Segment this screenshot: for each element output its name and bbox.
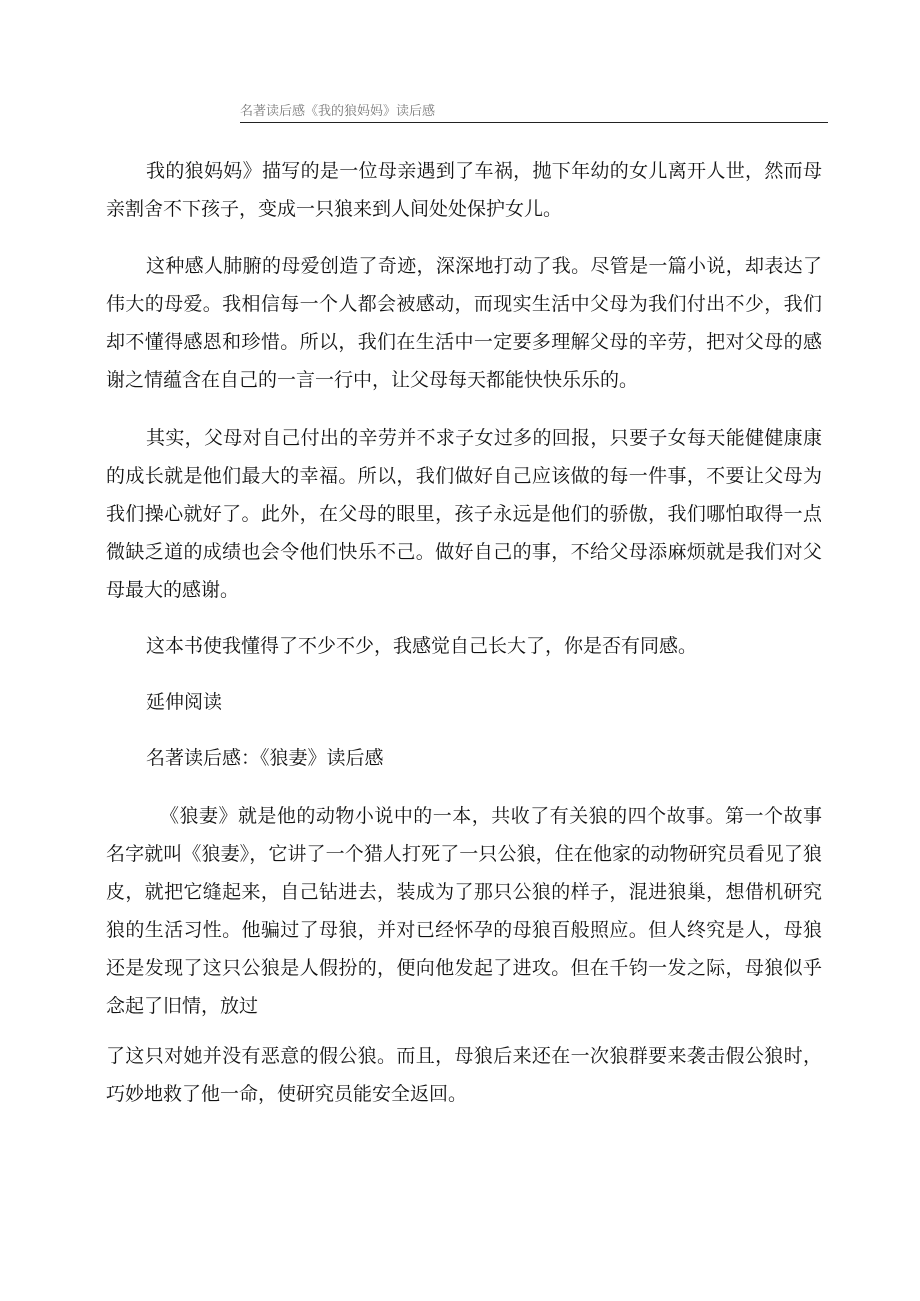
body-paragraph: 这本书使我懂得了不少不少，我感觉自己长大了，你是否有同感。 — [146, 635, 698, 657]
document-body — [106, 152, 822, 1113]
header-title: 名著读后感《我的狼妈妈》读后感 — [240, 104, 436, 119]
section-subtitle: 名著读后感：《狼妻》读后感 — [146, 747, 384, 769]
extended-reading-heading: 延伸阅读 — [146, 691, 223, 713]
body-paragraph: 我的狼妈妈》描写的是一位母亲遇到了车祸，抛下年幼的女儿离开人世，然而母亲割舍不下孩子，变成一只狼来到人间处处保护女儿。 — [106, 160, 822, 220]
body-paragraph: 其实，父母对自己付出的辛劳并不求子女过多的回报，只要子女每天能健健康康的成长就是他们最大的幸福。所以，我们做好自己应该做的每一件事，不要让父母为我们操心就好了。此外，在父母的眼里，孩子永远是他们的骄傲，我们哪怕取得一点微缺乏道的成绩也会令他们快乐不己。做好自己的事，不给父母添麻烦就是我们对父母最大的感谢。 — [106, 427, 822, 601]
body-paragraph: 《狼妻》就是他的动物小说中的一本，共收了有关狼的四个故事。第一个故事名字就叫《狼妻》，它讲了一个猎人打死了一只公狼，住在他家的动物研究员看见了狼皮，就把它缝起来，自己钻进去，装成为了那只公狼的样子，混进狼巢，想借机研究狼的生活习性。他骗过了母狼，并对已经怀孕的母狼百般照应。但人终究是人，母狼还是发现了这只公狼是人假扮的，便向他发起了进攻。但在千钧一发之际，母狼似乎念起了旧情，放过 — [106, 805, 822, 1017]
body-paragraph: 这种感人肺腑的母爱创造了奇迹，深深地打动了我。尽管是一篇小说，却表达了伟大的母爱。我相信每一个人都会被感动，而现实生活中父母为我们付出不少，我们却不懂得感恩和珍惜。所以，我们在生活中一定要多理解父母的辛劳，把对父母的感谢之情蕴含在自己的一言一行中，让父母每天都能快快乐乐的。 — [106, 255, 822, 391]
continuation-paragraph: 了这只对她并没有恶意的假公狼。而且，母狼后来还在一次狼群要来袭击假公狼时，巧妙地救了他一命，使研究员能安全返回。 — [106, 1045, 822, 1105]
page-header — [240, 104, 828, 123]
